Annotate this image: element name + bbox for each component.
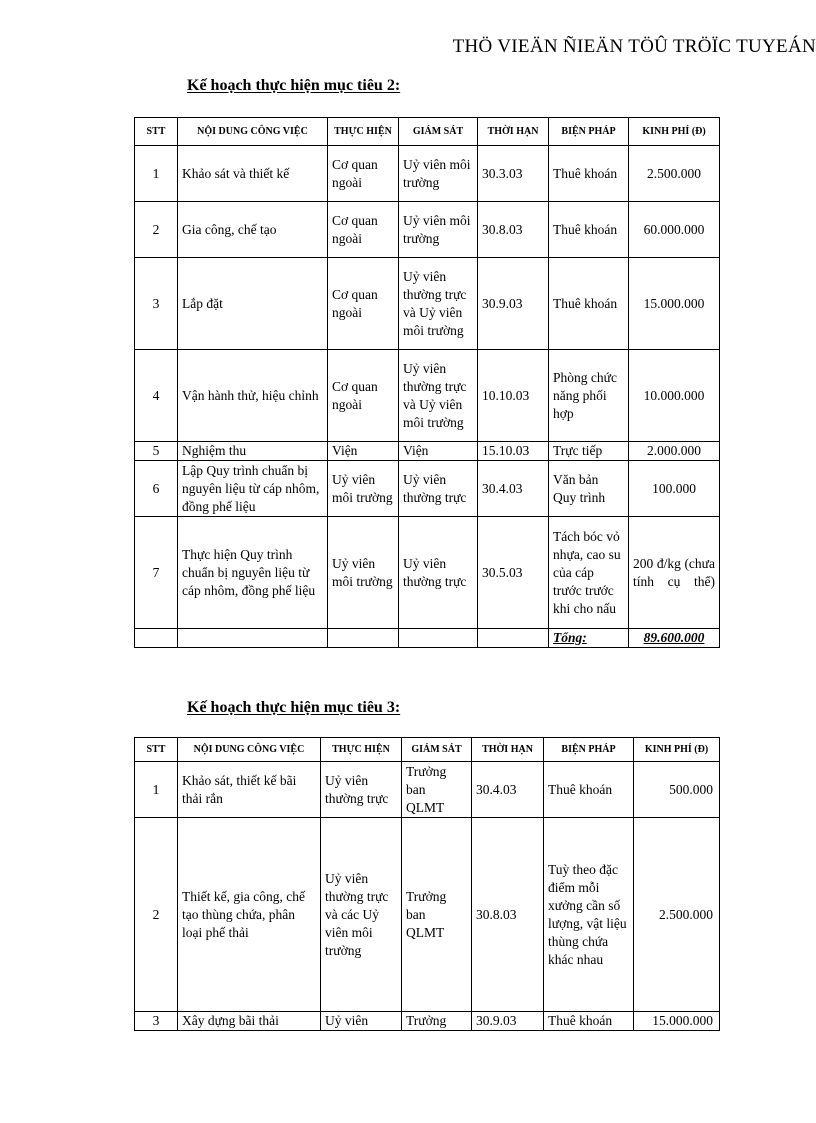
- cell-stt: 3: [135, 258, 178, 350]
- column-header: THỜI HẠN: [478, 118, 549, 146]
- column-header: NỘI DUNG CÔNG VIỆC: [178, 118, 328, 146]
- cell-supervisor: Uỷ viên thường trực: [399, 517, 478, 629]
- table-row: [135, 442, 720, 461]
- table-row: [135, 517, 720, 629]
- column-header: GIÁM SÁT: [399, 118, 478, 146]
- table-row: [135, 202, 720, 258]
- cell-cost: 15.000.000: [629, 258, 720, 350]
- cell-deadline: 30.5.03: [478, 517, 549, 629]
- cell-content: Thực hiện Quy trình chuẩn bị nguyên liệu từ cáp nhôm, đồng phế liệu: [178, 517, 328, 629]
- cell-cost: 2.500.000: [629, 146, 720, 202]
- cell-executor: Uỷ viên thường trực: [321, 762, 402, 818]
- cell-method: Trực tiếp: [549, 442, 629, 461]
- cell-cost: 60.000.000: [629, 202, 720, 258]
- column-header: STT: [135, 118, 178, 146]
- column-header: THỰC HIỆN: [328, 118, 399, 146]
- cell-executor: Cơ quan ngoài: [328, 146, 399, 202]
- cell-stt: 2: [135, 202, 178, 258]
- cell-deadline: 30.8.03: [472, 818, 544, 1012]
- cell-stt: 5: [135, 442, 178, 461]
- cell-supervisor: Uỷ viên thường trực và Uỷ viên môi trường: [399, 350, 478, 442]
- cell-supervisor: Uỷ viên môi trường: [399, 146, 478, 202]
- cell-content: Lập Quy trình chuẩn bị nguyên liệu từ cáp nhôm, đồng phế liệu: [178, 461, 328, 517]
- cell-cost: 2.500.000: [634, 818, 720, 1012]
- total-value: 89.600.000: [629, 629, 720, 648]
- page-header: THÖ VIEÄN ÑIEÄN TÖÛ TRÖÏC TUYEÁN: [452, 36, 816, 57]
- cell-content: Nghiệm thu: [178, 442, 328, 461]
- table-row: [135, 146, 720, 202]
- cell-executor: Cơ quan ngoài: [328, 350, 399, 442]
- cell-content: Lắp đặt: [178, 258, 328, 350]
- goal3-title: Kế hoạch thực hiện mục tiêu 3:: [187, 699, 401, 716]
- cell-deadline: 30.8.03: [478, 202, 549, 258]
- column-header: NỘI DUNG CÔNG VIỆC: [178, 738, 321, 762]
- table-row: [135, 762, 720, 818]
- cell-cost: 100.000: [629, 461, 720, 517]
- cell-cost: 15.000.000: [634, 1012, 720, 1031]
- cell-method: Thuê khoán: [549, 146, 629, 202]
- cell-executor: Uỷ viên thường trực và các Uỷ viên môi trường: [321, 818, 402, 1012]
- table-row: [135, 1012, 720, 1031]
- cell-empty: [478, 629, 549, 648]
- cell-executor: Uỷ viên môi trường: [328, 461, 399, 517]
- cell-empty: [328, 629, 399, 648]
- cell-content: Thiết kế, gia công, chế tạo thùng chứa, phân loại phế thải: [178, 818, 321, 1012]
- table-header-row: [135, 738, 720, 762]
- cell-stt: 4: [135, 350, 178, 442]
- goal2-title: Kế hoạch thực hiện mục tiêu 2:: [187, 77, 401, 94]
- cell-executor: Uỷ viên môi trường: [328, 517, 399, 629]
- column-header: THỜI HẠN: [472, 738, 544, 762]
- cell-empty: [178, 629, 328, 648]
- cell-supervisor: Uỷ viên thường trực và Uỷ viên môi trường: [399, 258, 478, 350]
- cell-deadline: 30.4.03: [472, 762, 544, 818]
- cell-supervisor: Trưởng ban QLMT: [402, 818, 472, 1012]
- cell-content: Khảo sát và thiết kế: [178, 146, 328, 202]
- cell-supervisor: Uỷ viên thường trực: [399, 461, 478, 517]
- cell-executor: Uỷ viên: [321, 1012, 402, 1031]
- cell-executor: Cơ quan ngoài: [328, 258, 399, 350]
- table-row: [135, 818, 720, 1012]
- table-total-row: [135, 629, 720, 648]
- goal3-table: [134, 737, 720, 1031]
- cell-method: Thuê khoán: [549, 258, 629, 350]
- cell-stt: 2: [135, 818, 178, 1012]
- cell-stt: 3: [135, 1012, 178, 1031]
- cell-method: Thuê khoán: [544, 1012, 634, 1031]
- cell-supervisor: Trưởng ban QLMT: [402, 762, 472, 818]
- cell-stt: 6: [135, 461, 178, 517]
- column-header: BIỆN PHÁP: [549, 118, 629, 146]
- cell-method: Thuê khoán: [549, 202, 629, 258]
- cell-stt: 1: [135, 146, 178, 202]
- cell-content: Vận hành thử, hiệu chỉnh: [178, 350, 328, 442]
- cell-supervisor: Viện: [399, 442, 478, 461]
- column-header: STT: [135, 738, 178, 762]
- cell-empty: [399, 629, 478, 648]
- cell-deadline: 30.9.03: [472, 1012, 544, 1031]
- cell-method: Tách bóc vỏ nhựa, cao su của cáp trước trước khi cho nấu: [549, 517, 629, 629]
- cell-executor: Viện: [328, 442, 399, 461]
- column-header: KINH PHÍ (Đ): [634, 738, 720, 762]
- cell-method: Thuê khoán: [544, 762, 634, 818]
- cell-deadline: 10.10.03: [478, 350, 549, 442]
- cell-stt: 1: [135, 762, 178, 818]
- column-header: THỰC HIỆN: [321, 738, 402, 762]
- column-header: GIÁM SÁT: [402, 738, 472, 762]
- cell-cost: 200 đ/kg (chưa tính cụ thể): [629, 517, 720, 629]
- cell-cost: 500.000: [634, 762, 720, 818]
- cell-content: Xây dựng bãi thải: [178, 1012, 321, 1031]
- cell-stt: 7: [135, 517, 178, 629]
- column-header: BIỆN PHÁP: [544, 738, 634, 762]
- cell-method: Văn bản Quy trình: [549, 461, 629, 517]
- cell-supervisor: Uỷ viên môi trường: [399, 202, 478, 258]
- cell-supervisor: Trưởng: [402, 1012, 472, 1031]
- cell-method: Phòng chức năng phối hợp: [549, 350, 629, 442]
- cell-deadline: 30.4.03: [478, 461, 549, 517]
- column-header: KINH PHÍ (Đ): [629, 118, 720, 146]
- table-header-row: [135, 118, 720, 146]
- cell-content: Khảo sát, thiết kế bãi thải rắn: [178, 762, 321, 818]
- cell-deadline: 30.3.03: [478, 146, 549, 202]
- cell-executor: Cơ quan ngoài: [328, 202, 399, 258]
- cell-deadline: 30.9.03: [478, 258, 549, 350]
- table-row: [135, 350, 720, 442]
- goal2-table: [134, 117, 720, 648]
- cell-empty: [135, 629, 178, 648]
- cell-cost: 10.000.000: [629, 350, 720, 442]
- cell-cost: 2.000.000: [629, 442, 720, 461]
- table-row: [135, 461, 720, 517]
- total-label: Tổng:: [549, 629, 629, 648]
- cell-content: Gia công, chế tạo: [178, 202, 328, 258]
- table-row: [135, 258, 720, 350]
- cell-deadline: 15.10.03: [478, 442, 549, 461]
- cell-method: Tuỳ theo đặc điểm mỗi xưởng cần số lượng, vật liệu thùng chứa khác nhau: [544, 818, 634, 1012]
